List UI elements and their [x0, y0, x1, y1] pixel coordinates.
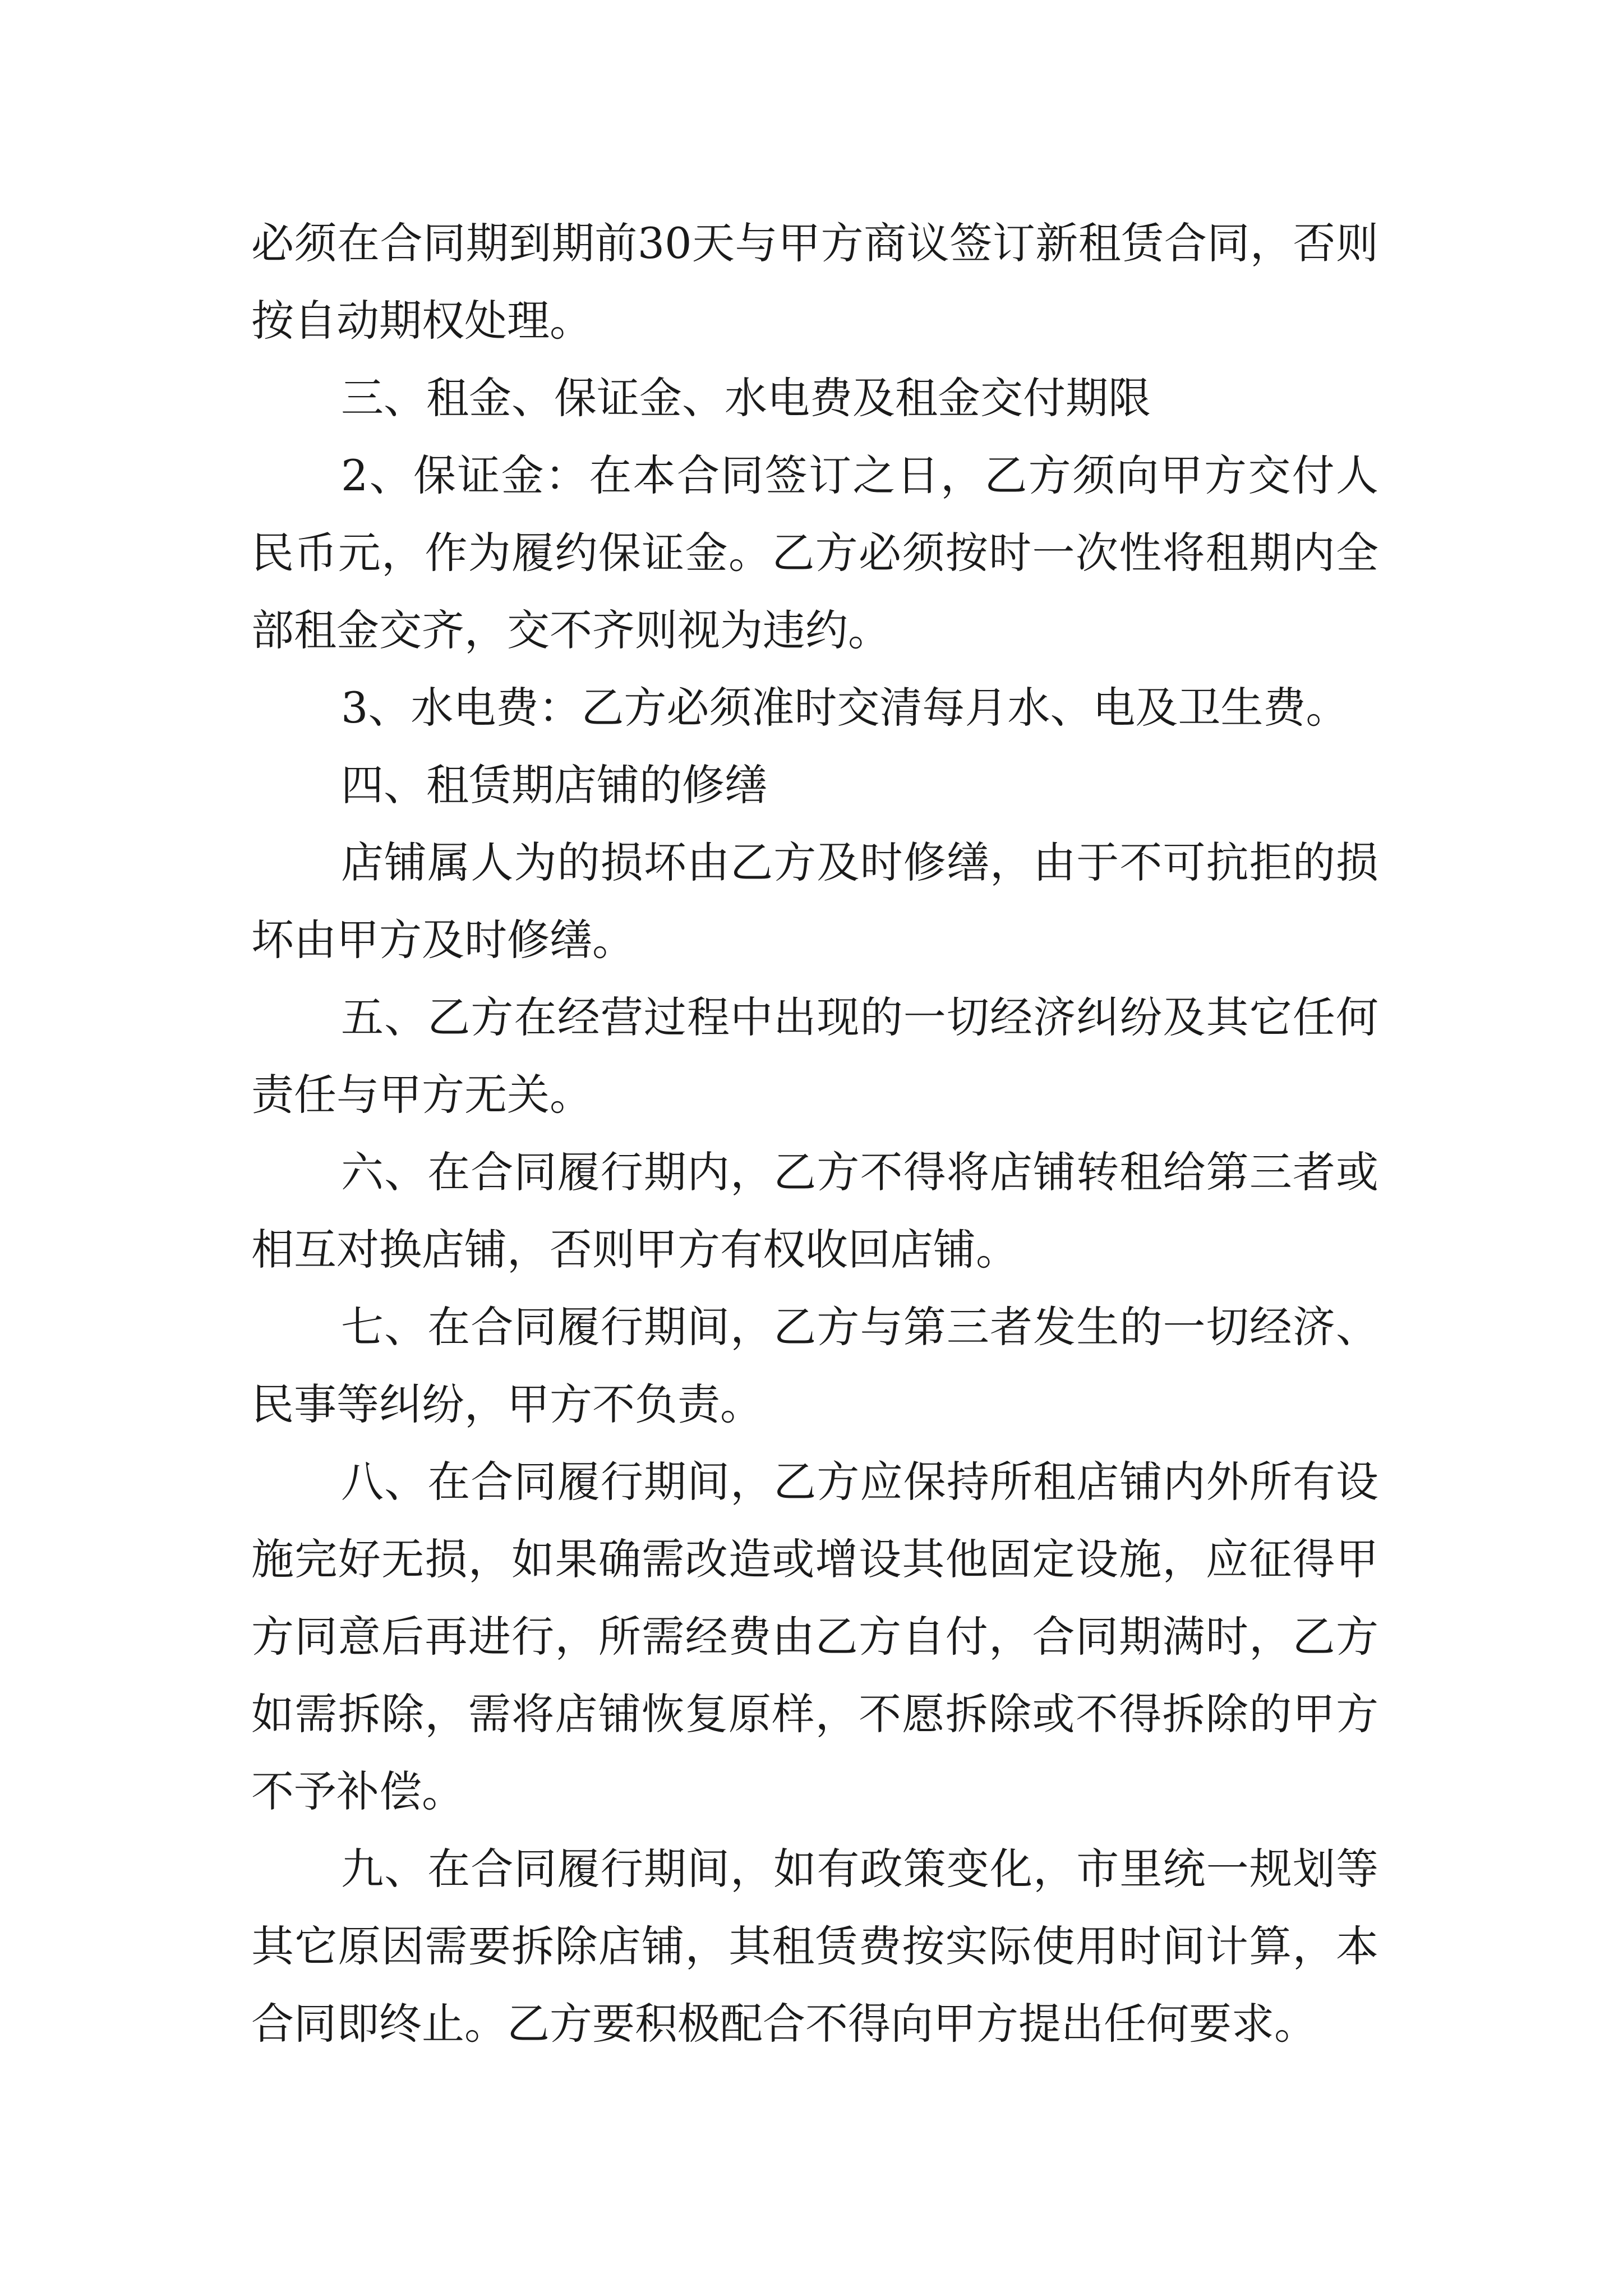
paragraph-renewal-clause: 必须在合同期到期前30天与甲方商议签订新租赁合同，否则按自动期权处理。 — [251, 218, 1378, 346]
paragraph-deposit: 2、保证金：在本合同签订之日，乙方须向甲方交付人民币元，作为履约保证金。乙方必须按时一次性将租期内全部租金交齐，交不齐则视为违约。 — [251, 450, 1378, 655]
paragraph-utilities: 3、水电费：乙方必须准时交清每月水、电及卫生费。 — [341, 683, 1349, 733]
clause-six-sublease: 六、在合同履行期内，乙方不得将店铺转租给第三者或相互对换店铺，否则甲方有权收回店铺。 — [251, 1147, 1378, 1274]
clause-nine-policy-change: 九、在合同履行期间，如有政策变化，市里统一规划等其它原因需要拆除店铺，其租赁费按实际使用时间计算，本合同即终止。乙方要积极配合不得向甲方提出任何要求。 — [251, 1844, 1378, 2049]
heading-repairs: 四、租赁期店铺的修缮 — [341, 760, 767, 810]
contract-body — [251, 205, 1378, 2063]
clause-seven-third-party: 七、在合同履行期间，乙方与第三者发生的一切经济、民事等纠纷，甲方不负责。 — [251, 1302, 1378, 1429]
clause-eight-facilities: 八、在合同履行期间，乙方应保持所租店铺内外所有设施完好无损，如果确需改造或增设其他固定设施，应征得甲方同意后再进行，所需经费由乙方自付，合同期满时，乙方如需拆除，需将店铺恢复原样，不愿拆除或不得拆除的甲方不予补偿。 — [251, 1457, 1378, 1816]
heading-rent-deposit-utilities: 三、租金、保证金、水电费及租金交付期限 — [341, 373, 1151, 423]
clause-five-disputes: 五、乙方在经营过程中出现的一切经济纠纷及其它任何责任与甲方无关。 — [251, 992, 1378, 1120]
paragraph-repairs: 店铺属人为的损坏由乙方及时修缮，由于不可抗拒的损坏由甲方及时修缮。 — [251, 838, 1378, 965]
